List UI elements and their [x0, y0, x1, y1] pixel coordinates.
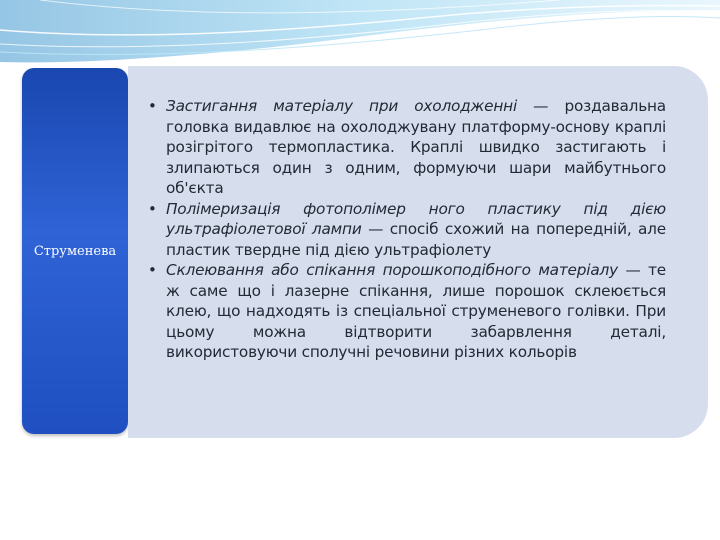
bullet-icon: • — [148, 261, 157, 279]
bullet-item — [146, 199, 666, 261]
bullet-item — [146, 260, 666, 363]
bullet-item — [146, 96, 666, 199]
category-label: Струменева — [33, 243, 117, 259]
bullet-term: Застигання матеріалу при охолодженні — [166, 97, 517, 115]
bullet-text: — те ж саме що і лазерне спікання, лише порошок склеюється клею, що надходять із спеціальної струменевого голівки. При цьому можна відтворити забарвлення деталі, використовуючи сполучні речовини різних кольорів — [166, 261, 666, 361]
bullet-term: Полімеризація фотополімер ного пластику під дією ультрафіолетової лампи — [166, 199, 666, 238]
bullet-text: — роздавальна головка видавлює на охолоджувану платформу-основу краплі розігрітого термопластика. Краплі швидко застигають і злипаються один з одним, формуючи шари майбутнього об'єкта — [166, 97, 666, 197]
bullet-icon: • — [148, 97, 157, 115]
bullet-list — [146, 96, 666, 363]
bullet-icon: • — [148, 199, 157, 218]
category-label-card — [22, 68, 128, 434]
bullet-term: Склеювання або спікання порошкоподібного матеріалу — [166, 261, 618, 279]
bullet-text: — спосіб схожий на попередній, але пластик твердне під дією ультрафіолету — [166, 220, 666, 259]
